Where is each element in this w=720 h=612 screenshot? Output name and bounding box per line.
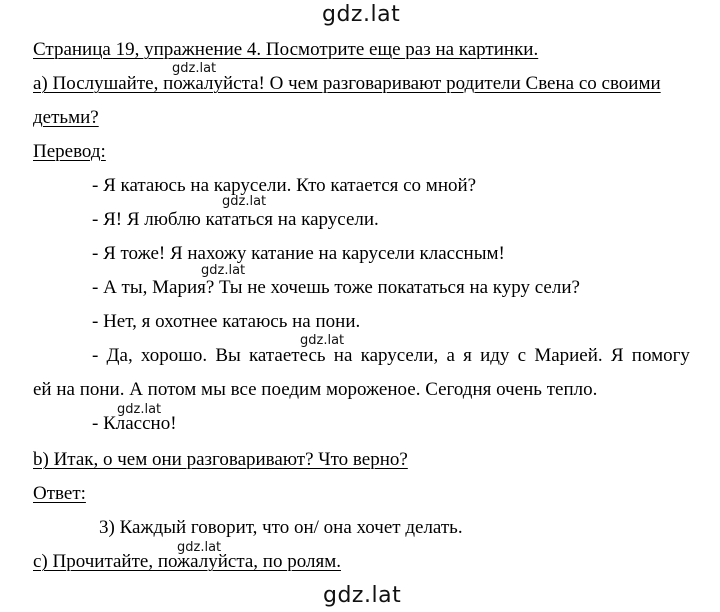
part-c-task: c) Прочитайте, пожалуйста, по ролям. xyxy=(33,551,341,572)
watermark-small: gdz.lat xyxy=(177,540,222,555)
word: а xyxy=(446,345,455,366)
word: иду xyxy=(480,345,510,366)
part-a-question-line2: детьми? xyxy=(33,107,99,128)
word: с xyxy=(517,345,527,366)
translation-label: Перевод: xyxy=(33,141,106,162)
watermark-small: gdz.lat xyxy=(117,402,162,417)
word: хорошо. xyxy=(140,345,208,366)
dialogue-line: - Нет, я охотнее катаюсь на пони. xyxy=(92,311,361,332)
word: карусели, xyxy=(360,345,439,366)
word: на xyxy=(333,345,353,366)
dialogue-line: - Классно! xyxy=(92,413,177,434)
word: - xyxy=(92,345,99,366)
part-b-question: b) Итак, о чем они разговаривают? Что верно? xyxy=(33,449,408,470)
watermark-bottom: gdz.lat xyxy=(323,583,402,608)
watermark-small: gdz.lat xyxy=(300,333,345,348)
exercise-header: Страница 19, упражнение 4. Посмотрите еще раз на картинки. xyxy=(33,39,539,60)
word: катаетесь xyxy=(248,345,326,366)
word: Да, xyxy=(106,345,133,366)
watermark-small: gdz.lat xyxy=(201,263,246,278)
word: Марией. xyxy=(534,345,603,366)
answer-label: Ответ: xyxy=(33,483,86,504)
word: помогу xyxy=(631,345,690,366)
dialogue-line-justified xyxy=(92,345,690,367)
dialogue-line: - Я! Я люблю кататься на карусели. xyxy=(92,209,379,230)
answer-text: 3) Каждый говорит, что он/ она хочет делать. xyxy=(99,517,463,538)
watermark-small: gdz.lat xyxy=(222,194,267,209)
dialogue-line: - А ты, Мария? Ты не хочешь тоже покататься на куру сели? xyxy=(92,277,580,298)
word: Я xyxy=(610,345,624,366)
word: я xyxy=(463,345,472,366)
dialogue-line-continuation: ей на пони. А потом мы все поедим мороженое. Сегодня очень тепло. xyxy=(33,379,598,400)
watermark-top: gdz.lat xyxy=(322,2,401,27)
dialogue-line: - Я тоже! Я нахожу катание на карусели классным! xyxy=(92,243,505,264)
watermark-small: gdz.lat xyxy=(172,61,217,76)
word: Вы xyxy=(215,345,241,366)
dialogue-line: - Я катаюсь на карусели. Кто катается со мной? xyxy=(92,175,477,196)
part-a-question-line1: а) Послушайте, пожалуйста! О чем разговаривают родители Свена со своими xyxy=(33,73,661,94)
